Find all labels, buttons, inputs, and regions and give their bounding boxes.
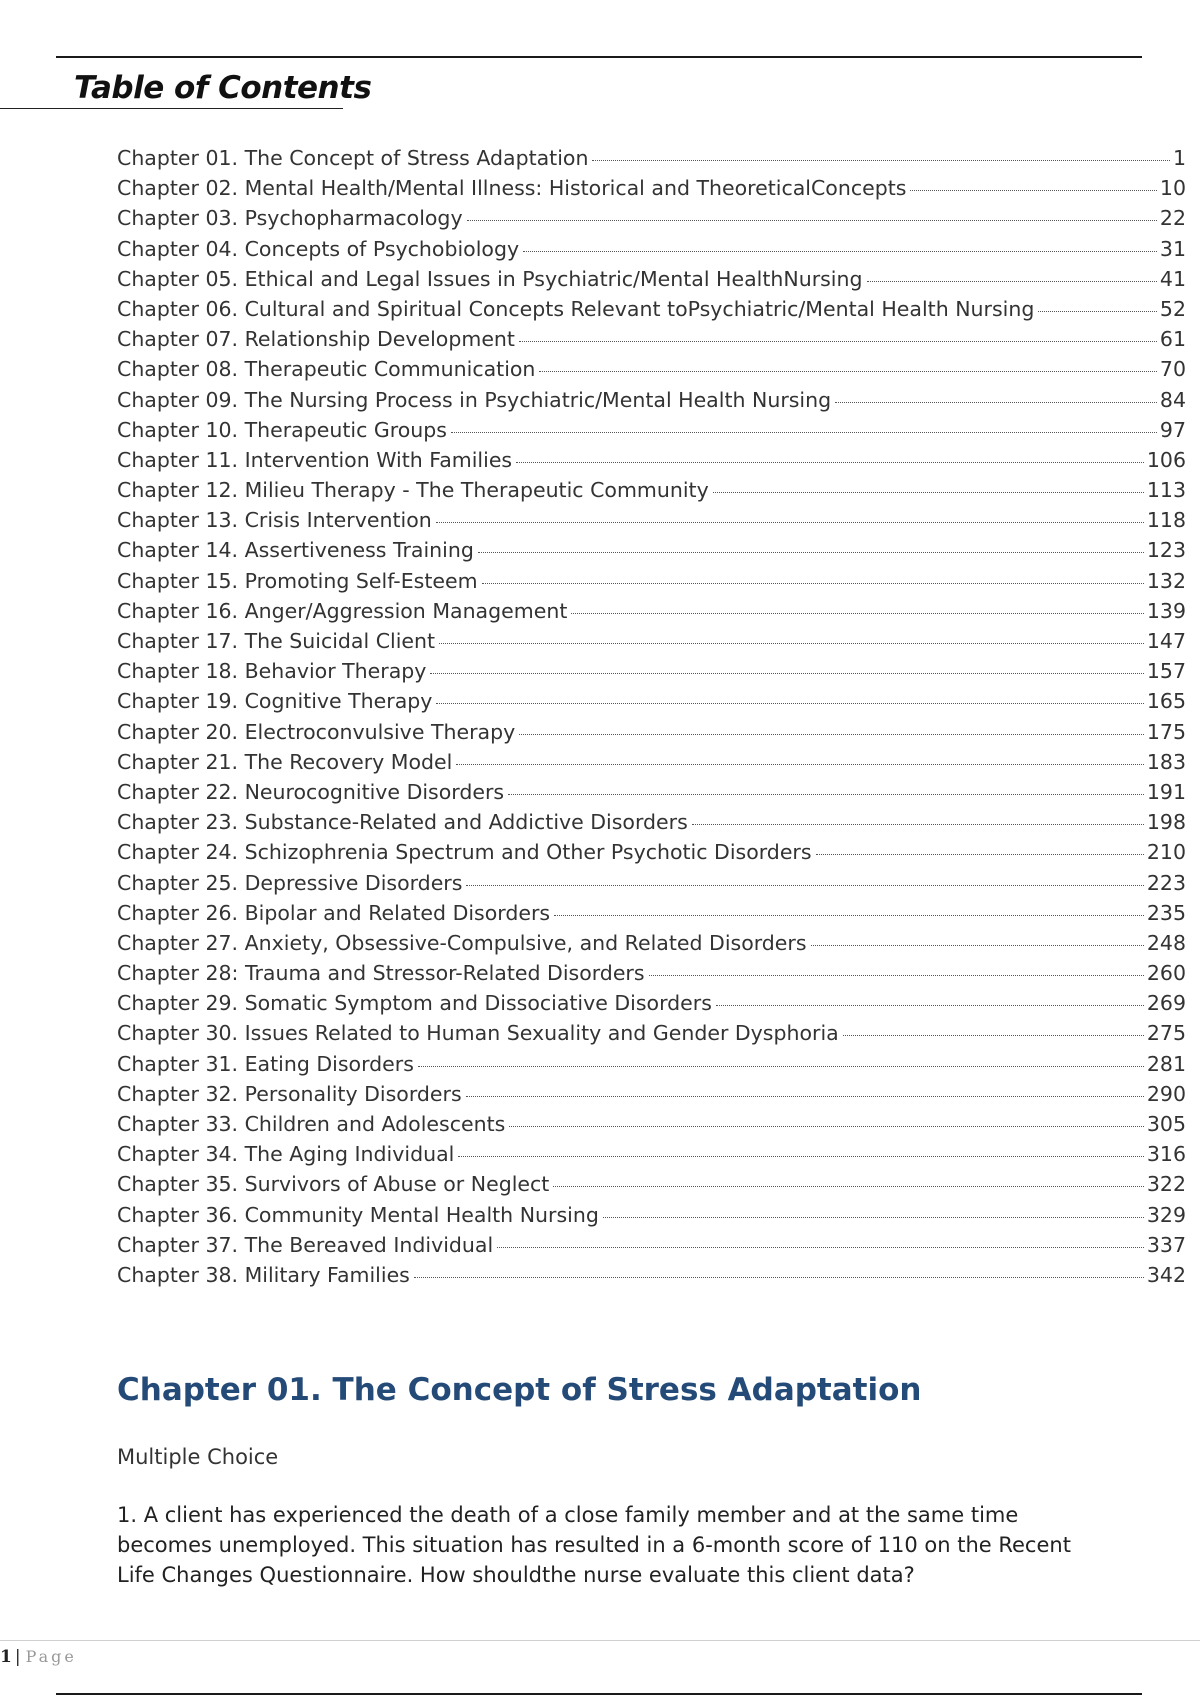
toc-entry[interactable] <box>117 354 1186 384</box>
toc-entry[interactable] <box>117 1079 1186 1109</box>
toc-entry[interactable] <box>117 596 1186 626</box>
toc-entry-label: Chapter 14. Assertiveness Training <box>117 538 474 563</box>
toc-entry-label: Chapter 25. Depressive Disorders <box>117 870 463 895</box>
toc-dot-leader <box>456 764 1144 765</box>
toc-entry[interactable] <box>117 837 1186 867</box>
toc-dot-leader <box>478 552 1144 553</box>
toc-dot-leader <box>713 492 1144 493</box>
toc-entry-label: Chapter 02. Mental Health/Mental Illness: Historical and TheoreticalConcepts <box>117 176 907 201</box>
toc-dot-leader <box>571 613 1144 614</box>
toc-entry-page: 198 <box>1146 810 1186 835</box>
toc-entry[interactable] <box>117 1200 1186 1230</box>
toc-entry-label: Chapter 29. Somatic Symptom and Dissociative Disorders <box>117 991 712 1016</box>
toc-entry[interactable] <box>117 203 1186 233</box>
toc-entry[interactable] <box>117 717 1186 747</box>
toc-dot-leader <box>418 1066 1144 1067</box>
footer-divider <box>0 1640 1200 1641</box>
toc-entry[interactable] <box>117 958 1186 988</box>
top-rule <box>56 56 1142 58</box>
toc-entry[interactable] <box>117 1169 1186 1199</box>
toc-entry-page: 305 <box>1146 1112 1186 1136</box>
toc-entry-page: 118 <box>1146 508 1186 533</box>
toc-entry-label: Chapter 27. Anxiety, Obsessive-Compulsive, and Related Disorders <box>117 930 807 955</box>
toc-entry[interactable] <box>117 747 1186 777</box>
toc-dot-leader <box>519 734 1144 735</box>
toc-dot-leader <box>466 1096 1144 1097</box>
toc-entry-page: 113 <box>1146 478 1186 503</box>
toc-entry-label: Chapter 28: Trauma and Stressor-Related Disorders <box>117 961 645 986</box>
toc-entry[interactable] <box>117 143 1186 173</box>
toc-entry-label: Chapter 03. Psychopharmacology <box>117 206 463 231</box>
toc-entry-label: Chapter 32. Personality Disorders <box>117 1081 462 1106</box>
toc-entry-label: Chapter 11. Intervention With Families <box>117 447 513 472</box>
toc-entry-label: Chapter 30. Issues Related to Human Sexuality and Gender Dysphoria <box>117 1021 839 1046</box>
toc-dot-leader <box>523 251 1157 252</box>
toc-entry[interactable] <box>117 505 1186 535</box>
question-text: 1. A client has experienced the death of a close family member and at the same time becomes unemployed. This situation has resulted in a 6-month score of 110 on the Recent Life Changes Questionnaire. How shouldthe nurse evaluate this client data? <box>117 1503 1071 1587</box>
toc-entry-page: 52 <box>1159 296 1186 321</box>
toc-dot-leader <box>843 1035 1144 1036</box>
toc-dot-leader <box>553 1186 1144 1187</box>
toc-entry-page: 269 <box>1146 991 1186 1016</box>
toc-entry-page: 191 <box>1146 779 1186 804</box>
toc-dot-leader <box>519 341 1157 342</box>
toc-entry-page: 1 <box>1172 146 1186 170</box>
toc-entry-page: 70 <box>1159 357 1186 382</box>
toc-entry[interactable] <box>117 988 1186 1018</box>
toc-entry-page: 210 <box>1146 840 1186 865</box>
toc-entry[interactable] <box>117 656 1186 686</box>
toc-entry-page: 22 <box>1159 206 1186 231</box>
toc-entry[interactable] <box>117 475 1186 505</box>
toc-entry-page: 31 <box>1159 236 1186 261</box>
toc-entry-label: Chapter 36. Community Mental Health Nursing <box>117 1202 599 1227</box>
toc-dot-leader <box>816 854 1144 855</box>
toc-entry[interactable] <box>117 385 1186 415</box>
toc-entry[interactable] <box>117 234 1186 264</box>
toc-list <box>117 143 1186 1290</box>
toc-dot-leader <box>451 432 1157 433</box>
toc-entry-label: Chapter 13. Crisis Intervention <box>117 508 432 533</box>
toc-entry-label: Chapter 31. Eating Disorders <box>117 1051 414 1076</box>
toc-entry-label: Chapter 18. Behavior Therapy <box>117 659 427 684</box>
footer-page-number: 1 <box>0 1647 12 1667</box>
toc-entry[interactable] <box>117 1260 1186 1290</box>
toc-entry-label: Chapter 21. The Recovery Model <box>117 749 453 774</box>
chapter-heading: Chapter 01. The Concept of Stress Adaptation <box>117 1372 922 1408</box>
toc-entry[interactable] <box>117 324 1186 354</box>
toc-dot-leader <box>811 945 1144 946</box>
toc-entry-page: 281 <box>1146 1051 1186 1076</box>
toc-dot-leader <box>509 1126 1144 1127</box>
toc-entry-label: Chapter 19. Cognitive Therapy <box>117 689 433 714</box>
toc-dot-leader <box>516 462 1144 463</box>
toc-entry-label: Chapter 17. The Suicidal Client <box>117 629 436 653</box>
toc-entry-label: Chapter 01. The Concept of Stress Adaptation <box>117 146 589 170</box>
toc-dot-leader <box>439 643 1144 644</box>
toc-entry-page: 97 <box>1159 417 1186 442</box>
toc-entry[interactable] <box>117 686 1186 716</box>
toc-dot-leader <box>649 975 1144 976</box>
toc-dot-leader <box>539 371 1156 372</box>
toc-dot-leader <box>716 1005 1144 1006</box>
toc-entry-page: 248 <box>1146 930 1186 955</box>
footer-page-word: Page <box>25 1647 77 1666</box>
toc-entry-label: Chapter 05. Ethical and Legal Issues in Psychiatric/Mental HealthNursing <box>117 266 863 291</box>
toc-entry-page: 123 <box>1146 538 1186 563</box>
section-label: Multiple Choice <box>117 1445 279 1469</box>
toc-entry[interactable] <box>117 1049 1186 1079</box>
toc-entry[interactable] <box>117 566 1186 596</box>
toc-dot-leader <box>466 885 1143 886</box>
toc-entry[interactable] <box>117 898 1186 928</box>
toc-entry-page: 342 <box>1146 1262 1186 1287</box>
toc-entry-page: 106 <box>1146 447 1186 472</box>
toc-dot-leader <box>430 673 1143 674</box>
toc-entry-page: 165 <box>1146 689 1186 714</box>
toc-entry[interactable] <box>117 1109 1186 1139</box>
toc-entry-page: 337 <box>1146 1232 1186 1257</box>
toc-dot-leader <box>1038 311 1157 312</box>
toc-entry[interactable] <box>117 445 1186 475</box>
toc-entry-page: 275 <box>1146 1021 1186 1046</box>
toc-entry-page: 147 <box>1146 629 1186 653</box>
toc-entry[interactable] <box>117 1230 1186 1260</box>
toc-entry-page: 84 <box>1159 387 1186 412</box>
toc-dot-leader <box>436 522 1144 523</box>
toc-entry-page: 316 <box>1146 1142 1186 1167</box>
toc-dot-leader <box>603 1217 1144 1218</box>
toc-entry-label: Chapter 26. Bipolar and Related Disorders <box>117 900 551 925</box>
bottom-rule <box>56 1693 1142 1695</box>
toc-entry-page: 157 <box>1146 659 1186 684</box>
toc-entry-label: Chapter 04. Concepts of Psychobiology <box>117 236 520 261</box>
toc-entry-label: Chapter 20. Electroconvulsive Therapy <box>117 719 516 744</box>
toc-entry[interactable] <box>117 535 1186 565</box>
toc-entry-label: Chapter 15. Promoting Self-Esteem <box>117 568 478 593</box>
toc-dot-leader <box>414 1277 1144 1278</box>
toc-entry-page: 132 <box>1146 568 1186 593</box>
toc-entry-label: Chapter 22. Neurocognitive Disorders <box>117 779 505 804</box>
toc-entry[interactable] <box>117 1018 1186 1048</box>
toc-dot-leader <box>436 703 1143 704</box>
toc-entry-label: Chapter 09. The Nursing Process in Psychiatric/Mental Health Nursing <box>117 387 832 412</box>
toc-entry-label: Chapter 12. Milieu Therapy - The Therapeutic Community <box>117 478 709 503</box>
toc-dot-leader <box>482 583 1144 584</box>
toc-dot-leader <box>458 1156 1144 1157</box>
toc-entry-page: 41 <box>1159 266 1186 291</box>
toc-dot-leader <box>508 794 1144 795</box>
toc-entry-page: 175 <box>1146 719 1186 744</box>
toc-dot-leader <box>692 824 1144 825</box>
toc-entry-page: 322 <box>1146 1172 1186 1197</box>
toc-entry-label: Chapter 07. Relationship Development <box>117 327 515 352</box>
toc-entry-label: Chapter 34. The Aging Individual <box>117 1142 455 1167</box>
footer-separator: | <box>14 1647 21 1667</box>
toc-entry-page: 235 <box>1146 900 1186 925</box>
toc-entry[interactable] <box>117 415 1186 445</box>
toc-dot-leader <box>467 220 1157 221</box>
toc-entry-label: Chapter 16. Anger/Aggression Management <box>117 598 568 623</box>
toc-entry-page: 61 <box>1159 327 1186 352</box>
toc-entry-page: 329 <box>1146 1202 1186 1227</box>
toc-dot-leader <box>835 402 1157 403</box>
toc-dot-leader <box>867 281 1157 282</box>
toc-entry[interactable] <box>117 294 1186 324</box>
toc-entry-label: Chapter 23. Substance-Related and Addictive Disorders <box>117 810 688 835</box>
toc-entry-page: 223 <box>1146 870 1186 895</box>
toc-title-underline <box>0 108 343 109</box>
toc-entry-label: Chapter 06. Cultural and Spiritual Concepts Relevant toPsychiatric/Mental Health Nursing <box>117 296 1035 321</box>
toc-entry-page: 260 <box>1146 961 1186 986</box>
toc-entry[interactable] <box>117 928 1186 958</box>
page-footer <box>0 1647 77 1667</box>
toc-entry-page: 139 <box>1146 598 1186 623</box>
toc-entry[interactable] <box>117 173 1186 203</box>
toc-entry-page: 10 <box>1159 176 1186 201</box>
toc-entry[interactable] <box>117 1139 1186 1169</box>
toc-dot-leader <box>554 915 1144 916</box>
toc-entry-page: 183 <box>1146 749 1186 774</box>
toc-entry[interactable] <box>117 807 1186 837</box>
toc-entry[interactable] <box>117 264 1186 294</box>
toc-entry-label: Chapter 10. Therapeutic Groups <box>117 417 447 442</box>
toc-entry[interactable] <box>117 777 1186 807</box>
toc-entry-label: Chapter 38. Military Families <box>117 1262 410 1287</box>
toc-entry-label: Chapter 24. Schizophrenia Spectrum and Other Psychotic Disorders <box>117 840 812 865</box>
toc-title: Table of Contents <box>74 70 372 106</box>
toc-dot-leader <box>910 190 1156 191</box>
toc-entry-label: Chapter 08. Therapeutic Communication <box>117 357 536 382</box>
toc-entry-label: Chapter 33. Children and Adolescents <box>117 1112 506 1136</box>
toc-entry[interactable] <box>117 626 1186 656</box>
toc-entry-label: Chapter 35. Survivors of Abuse or Neglect <box>117 1172 550 1197</box>
toc-dot-leader <box>497 1247 1144 1248</box>
toc-entry-label: Chapter 37. The Bereaved Individual <box>117 1232 494 1257</box>
toc-entry[interactable] <box>117 868 1186 898</box>
toc-entry-page: 290 <box>1146 1081 1186 1106</box>
toc-dot-leader <box>592 160 1170 161</box>
